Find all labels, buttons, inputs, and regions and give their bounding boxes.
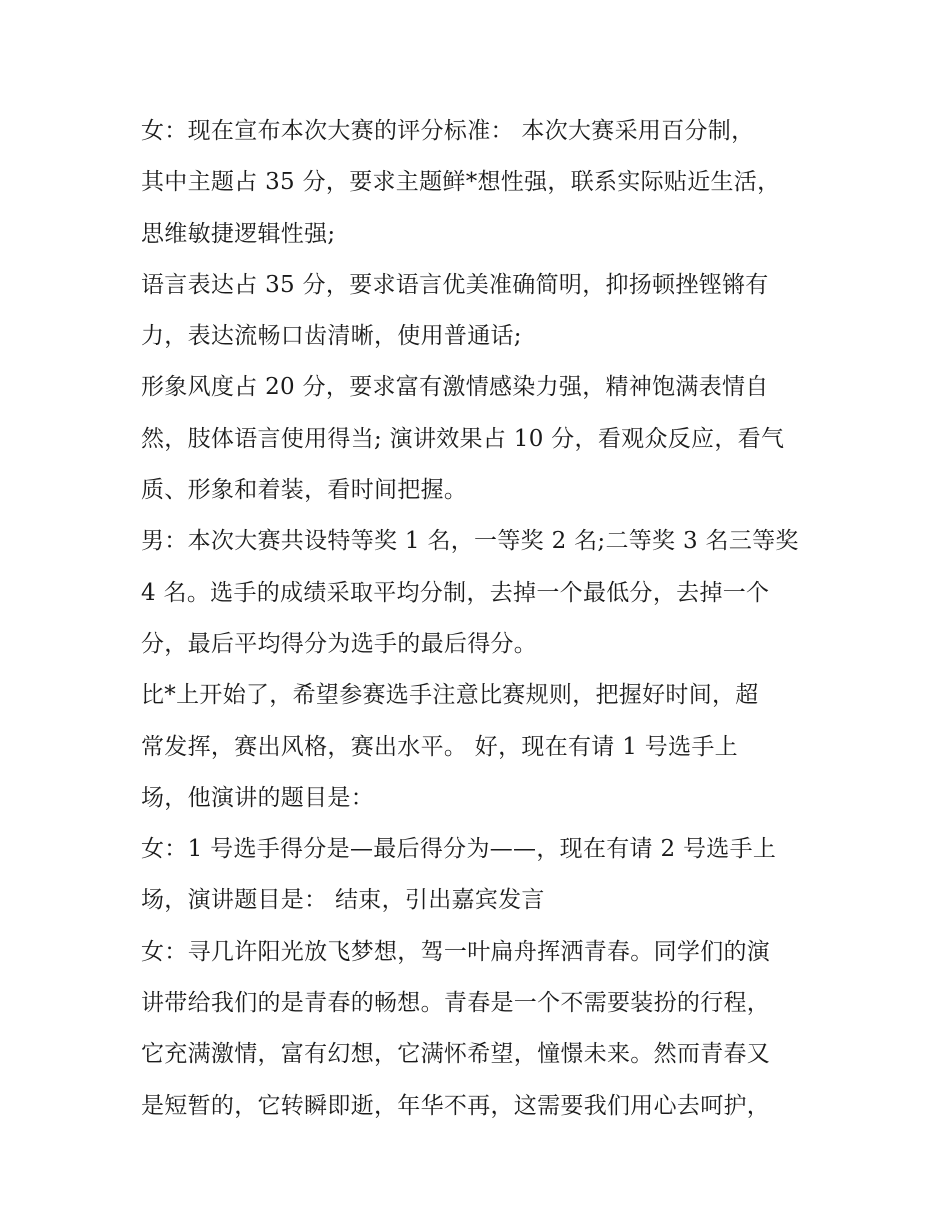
text-line: 它充满激情，富有幻想，它满怀希望，憧憬未来。然而青春又 (141, 1041, 771, 1068)
text-line: 力，表达流畅口齿清晰，使用普通话; (141, 323, 522, 350)
text-line: 质、形象和着装，看时间把握。 (141, 477, 468, 504)
document-body (141, 106, 821, 1132)
text-line: 语言表达占 35 分，要求语言优美准确简明，抑扬顿挫铿锵有 (141, 271, 769, 298)
text-line: 是短暂的，它转瞬即逝，年华不再，这需要我们用心去呵护， (141, 1092, 771, 1119)
text-line: 比*上开始了，希望参赛选手注意比赛规则，把握好时间，超 (141, 682, 759, 709)
text-line: 形象风度占 20 分，要求富有激情感染力强，精神饱满表情自 (141, 374, 769, 401)
text-line: 女：现在宣布本次大赛的评分标准： 本次大赛采用百分制， (141, 118, 755, 144)
text-line: 思维敏捷逻辑性强; (141, 220, 336, 247)
text-line: 常发挥，赛出风格，赛出水平。 好，现在有请 1 号选手上 (141, 733, 738, 760)
text-line: 其中主题占 35 分，要求主题鲜*想性强，联系实际贴近生活， (141, 169, 781, 196)
text-line: 然，肢体语言使用得当; 演讲效果占 10 分，看观众反应，看气 (141, 425, 785, 452)
text-line: 男：本次大赛共设特等奖 1 名，一等奖 2 名;二等奖 3 名三等奖 (141, 528, 799, 555)
text-line: 场，他演讲的题目是： (141, 784, 374, 811)
text-line: 4 名。选手的成绩采取平均分制，去掉一个最低分，去掉一个 (141, 579, 770, 606)
text-line: 讲带给我们的是青春的畅想。青春是一个不需要装扮的行程， (141, 990, 771, 1017)
text-line: 分，最后平均得分为选手的最后得分。 (141, 630, 538, 657)
text-line: 场，演讲题目是： 结束，引出嘉宾发言 (141, 887, 545, 914)
text-line: 女：1 号选手得分是—最后得分为——，现在有请 2 号选手上 (141, 836, 777, 863)
text-line: 女：寻几许阳光放飞梦想，驾一叶扁舟挥洒青春。同学们的演 (141, 938, 771, 965)
